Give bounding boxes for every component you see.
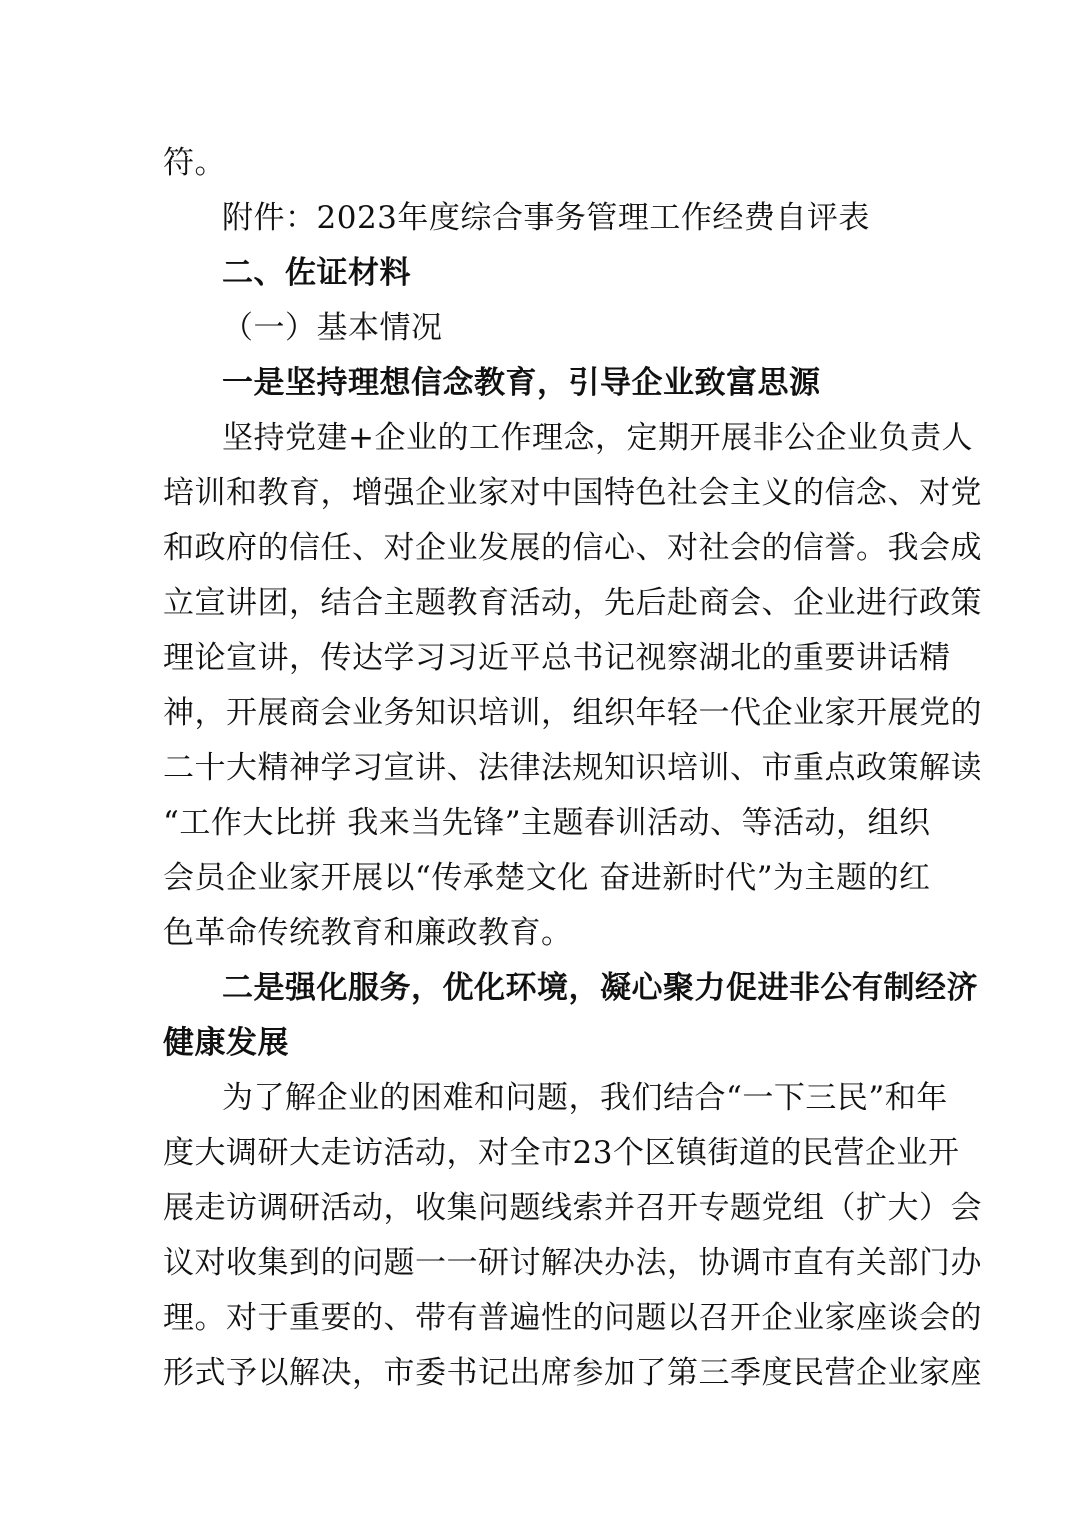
paragraph-line: 为了解企业的困难和问题，我们结合“一下三民”和年 [222,1080,948,1116]
paragraph-line: 立宣讲团，结合主题教育活动，先后赴商会、企业进行政策 [163,585,982,621]
paragraph-line: 神，开展商会业务知识培训，组织年轻一代企业家开展党的 [163,695,982,731]
text-line: 符。 [163,145,226,181]
point-heading: 二是强化服务，优化环境，凝心聚力促进非公有制经济 [222,970,978,1006]
paragraph-line: 理论宣讲，传达学习习近平总书记视察湖北的重要讲话精 [163,640,951,676]
paragraph-line: 坚持党建+企业的工作理念，定期开展非公企业负责人 [222,420,973,456]
paragraph-line: 培训和教育，增强企业家对中国特色社会主义的信念、对党 [163,475,982,511]
paragraph-line: 度大调研大走访活动，对全市23个区镇街道的民营企业开 [163,1135,960,1171]
paragraph-line: 形式予以解决，市委书记出席参加了第三季度民营企业家座 [163,1355,982,1391]
paragraph-line: 议对收集到的问题一一研讨解决办法，协调市直有关部门办 [163,1245,982,1281]
section-heading: 二、佐证材料 [222,255,411,291]
paragraph-line: 二十大精神学习宣讲、法律法规知识培训、市重点政策解读 [163,750,982,786]
point-heading: 健康发展 [163,1025,289,1061]
attachment-line: 附件：2023年度综合事务管理工作经费自评表 [222,200,870,236]
paragraph-line: 和政府的信任、对企业发展的信心、对社会的信誉。我会成 [163,530,982,566]
paragraph-line: “工作大比拼 我来当先锋”主题春训活动、等活动，组织 [163,805,931,841]
paragraph-line: 展走访调研活动，收集问题线索并召开专题党组（扩大）会 [163,1190,982,1226]
subsection-heading: （一）基本情况 [222,310,443,346]
point-heading: 一是坚持理想信念教育，引导企业致富思源 [222,365,821,401]
paragraph-line: 色革命传统教育和廉政教育。 [163,915,573,951]
paragraph-line: 会员企业家开展以“传承楚文化 奋进新时代”为主题的红 [163,860,931,896]
paragraph-line: 理。对于重要的、带有普遍性的问题以召开企业家座谈会的 [163,1300,982,1336]
